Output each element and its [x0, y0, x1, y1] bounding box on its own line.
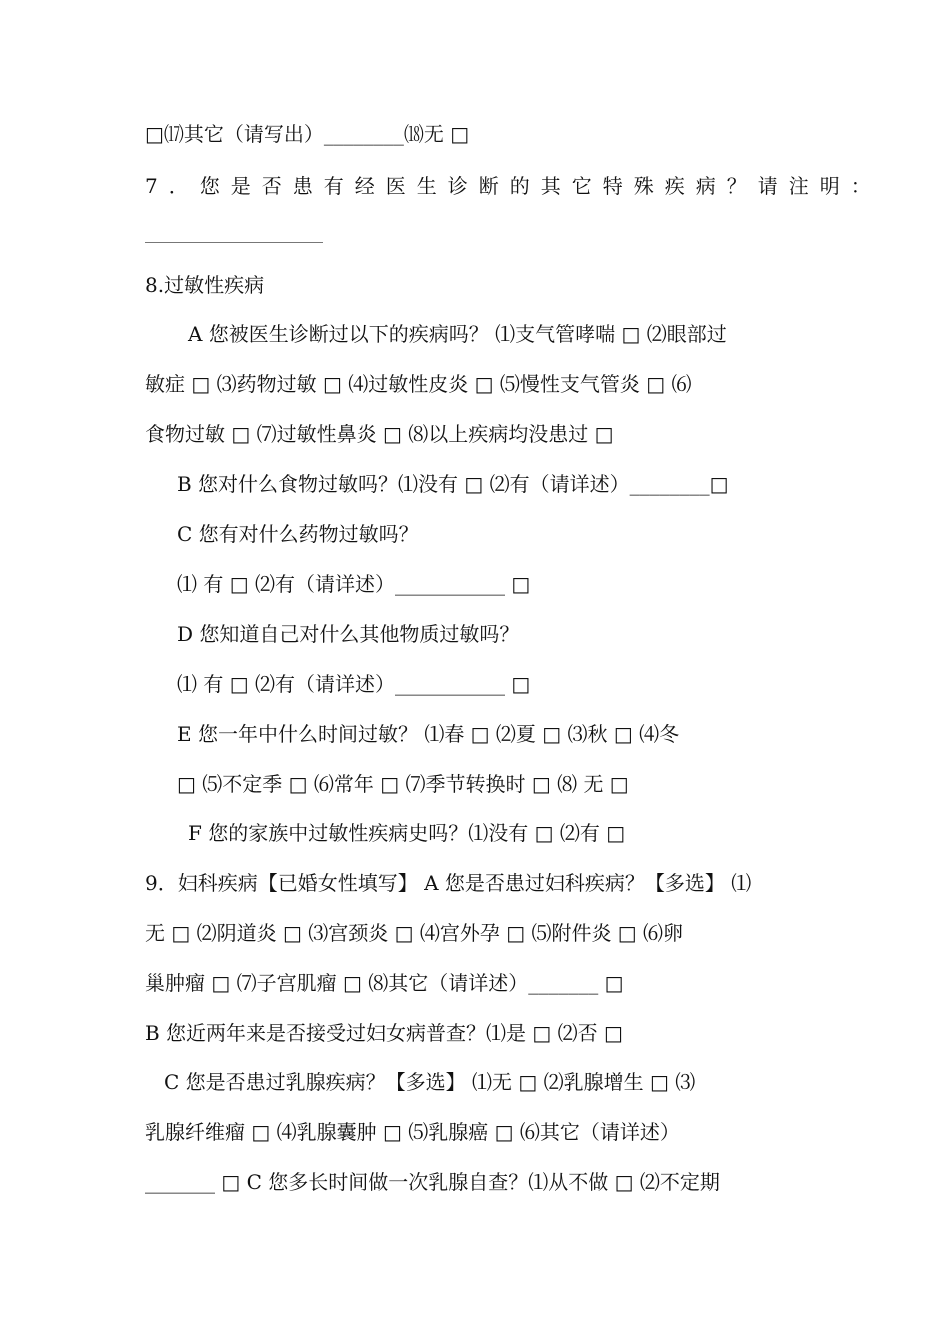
question-7-text: 7．您是否患有经医生诊断的其它特殊疾病？请注明： [145, 174, 882, 198]
question-8d-options: ⑴ 有 □ ⑵有（请详述）___________ □ [177, 672, 531, 696]
question-8f-text: F 您的家族中过敏性疾病史吗？⑴没有 □ ⑵有 □ [188, 821, 626, 845]
question-8d-text: D 您知道自己对什么其他物质过敏吗？ [177, 622, 520, 646]
question-9c-line-1: C 您是否患过乳腺疾病？【多选】 ⑴无 □ ⑵乳腺增生 □ ⑶ [164, 1070, 696, 1094]
question-9c-line-3: _______ □ C 您多长时间做一次乳腺自查？⑴从不做 □ ⑵不定期 [145, 1170, 720, 1194]
question-9a-line-3: 巢肿瘤 □ ⑺子宫肌瘤 □ ⑻其它（请详述）_______ □ [145, 971, 624, 995]
question-8e-line-1: E 您一年中什么时间过敏？ ⑴春 □ ⑵夏 □ ⑶秋 □ ⑷冬 [177, 722, 680, 746]
section-8-heading: 8.过敏性疾病 [145, 273, 265, 297]
question-8c-options: ⑴ 有 □ ⑵有（请详述）___________ □ [177, 572, 531, 596]
question-9a-line-2: 无 □ ⑵阴道炎 □ ⑶宫颈炎 □ ⑷宫外孕 □ ⑸附件炎 □ ⑹卵 [145, 921, 684, 945]
question-9a-line-1: 9．妇科疾病【已婚女性填写】 A 您是否患过妇科疾病？【多选】 ⑴ [145, 871, 752, 895]
question-8a-line-3: 食物过敏 □ ⑺过敏性鼻炎 □ ⑻以上疾病均没患过 □ [145, 422, 614, 446]
question-8a-line-1: A 您被医生诊断过以下的疾病吗？ ⑴支气管哮喘 □ ⑵眼部过 [188, 322, 727, 346]
text-line-other-diseases-option: □⒄其它（请写出）________⒅无 □ [145, 122, 470, 146]
question-8a-line-2: 敏症 □ ⑶药物过敏 □ ⑷过敏性皮炎 □ ⑸慢性支气管炎 □ ⑹ [145, 372, 692, 396]
answer-blank-line [145, 242, 323, 243]
question-9c-line-2: 乳腺纤维瘤 □ ⑷乳腺囊肿 □ ⑸乳腺癌 □ ⑹其它（请详述） [145, 1120, 680, 1144]
question-8e-line-2: □ ⑸不定季 □ ⑹常年 □ ⑺季节转换时 □ ⑻ 无 □ [177, 772, 629, 796]
question-8b-text: B 您对什么食物过敏吗？⑴没有 □ ⑵有（请详述）________□ [177, 472, 729, 496]
question-9b-text: B 您近两年来是否接受过妇女病普查？⑴是 □ ⑵否 □ [145, 1021, 623, 1045]
question-8c-text: C 您有对什么药物过敏吗？ [177, 522, 419, 546]
